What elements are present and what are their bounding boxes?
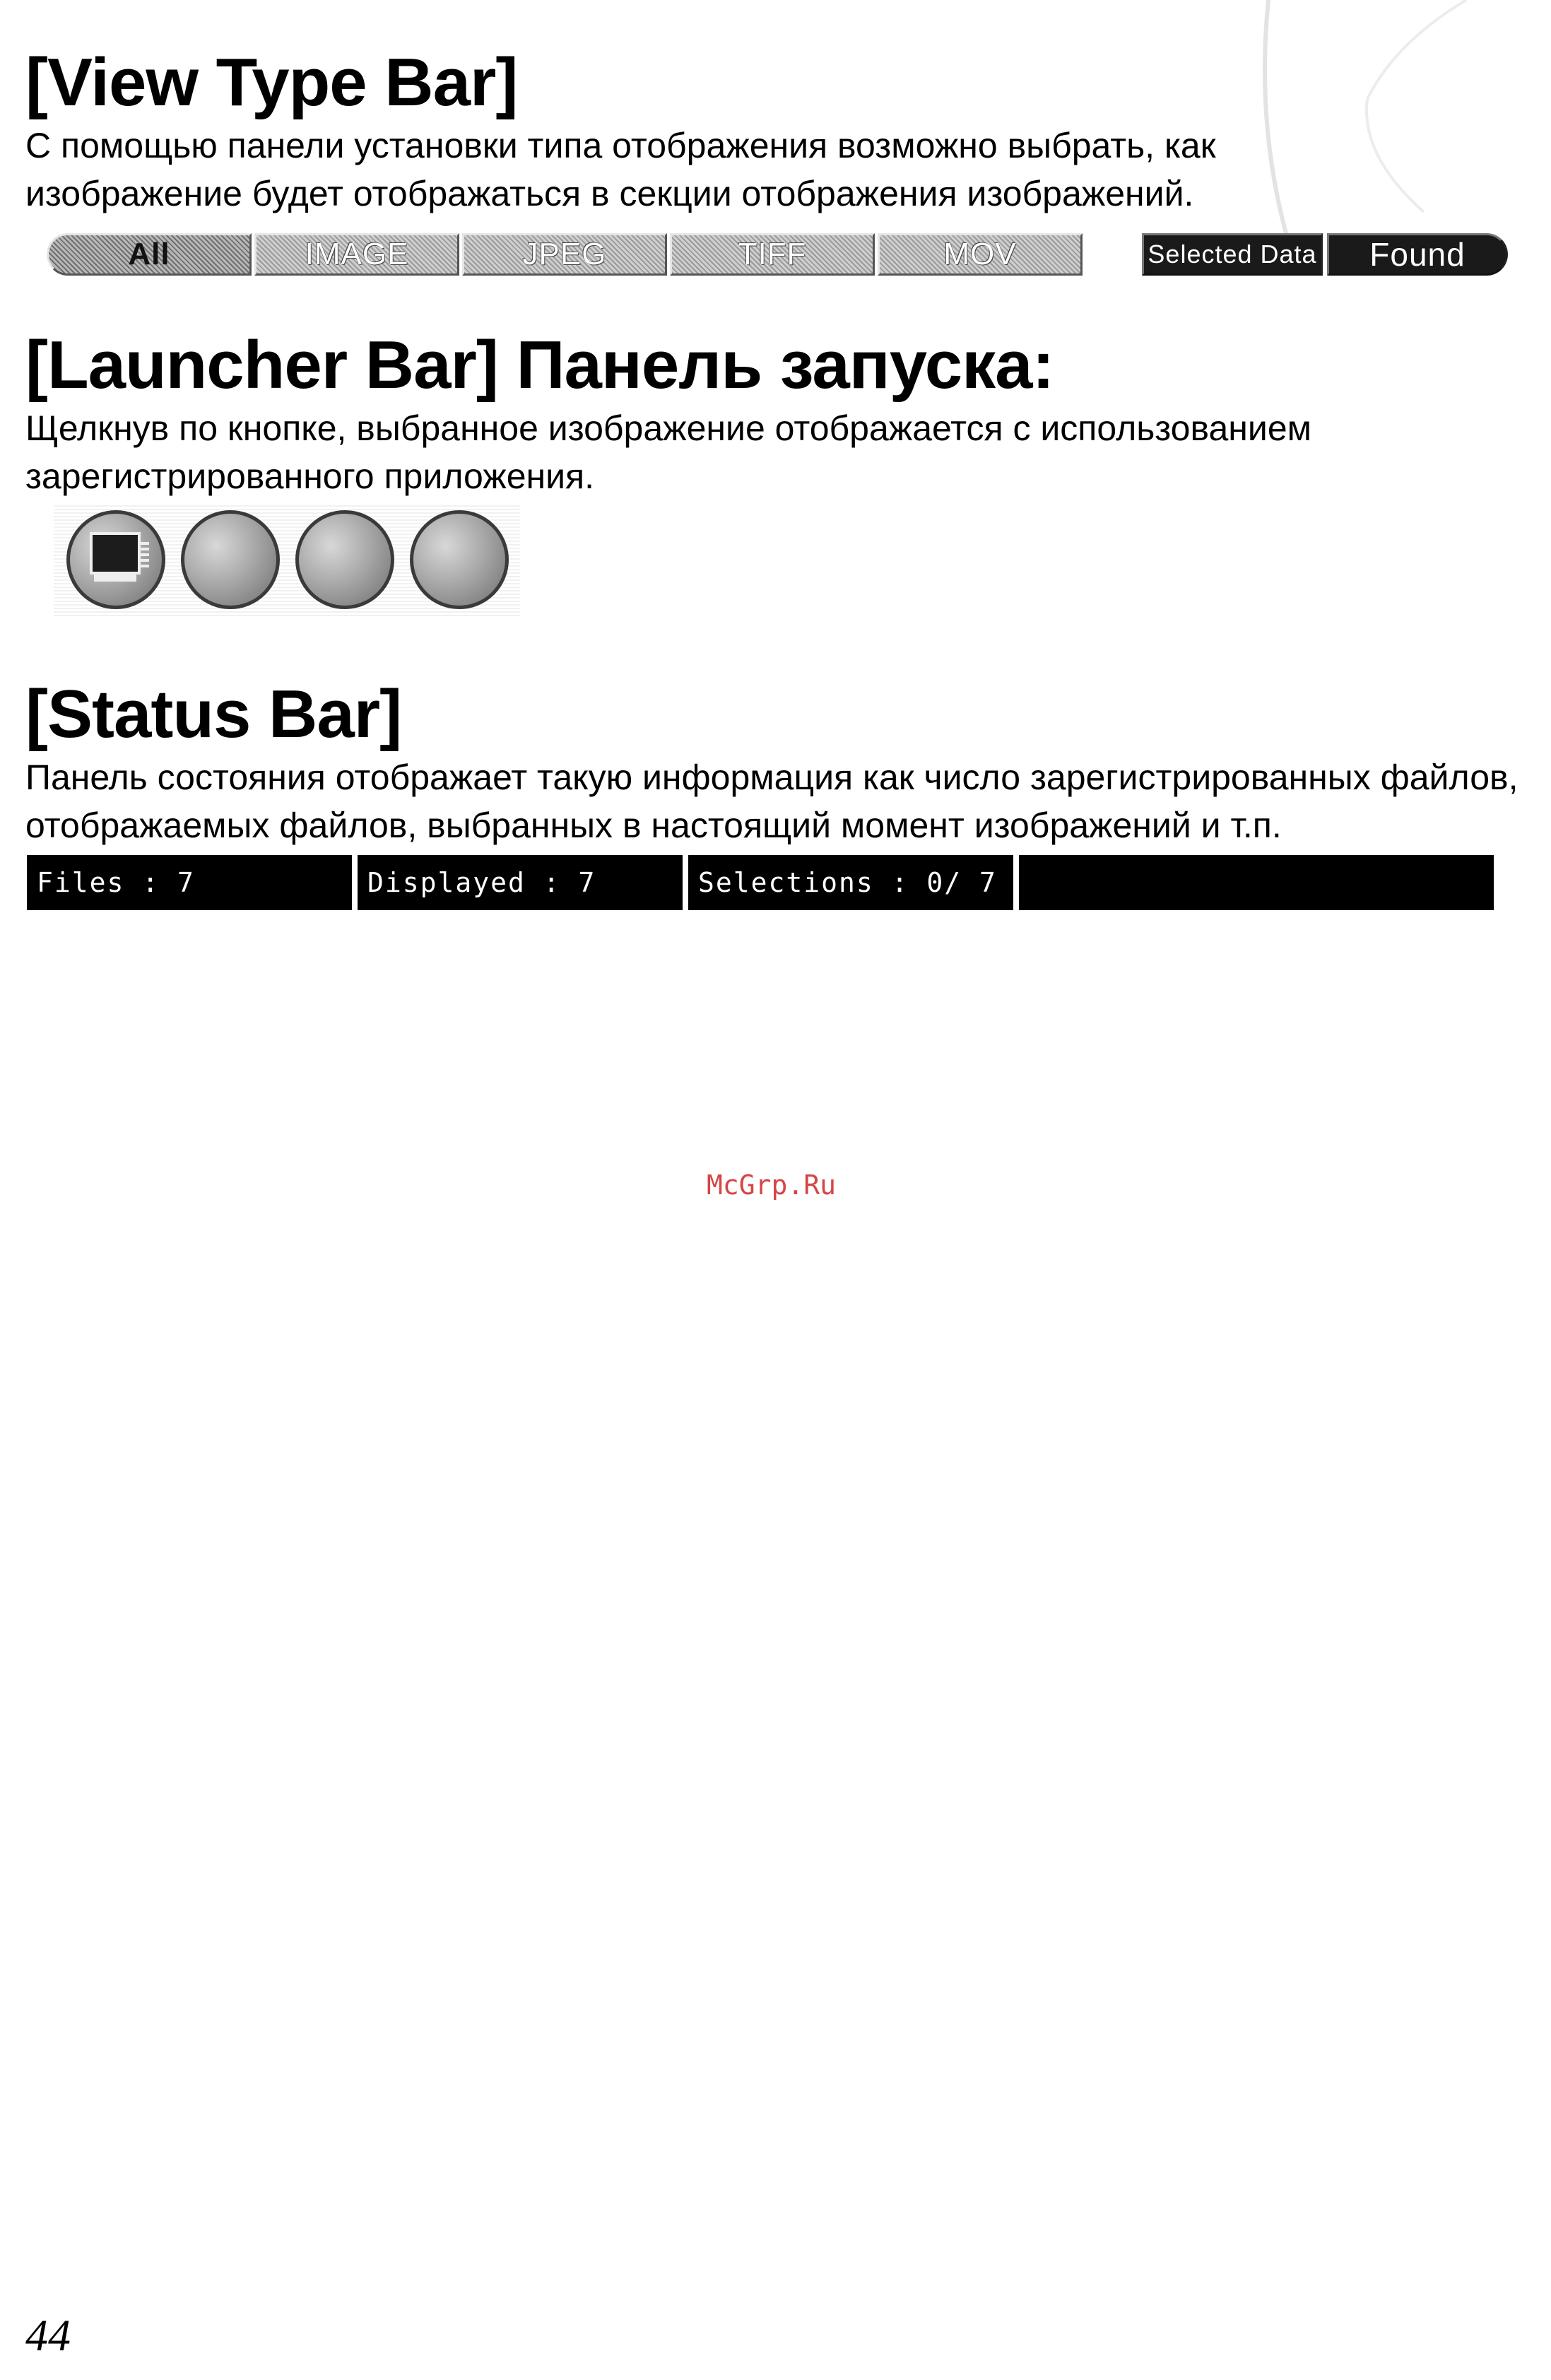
status-files: Files : 7 (27, 855, 352, 910)
page-number: 44 (25, 2310, 71, 2360)
launcher-description: Щелкнув по кнопке, выбранное изображение отображается с использованием зарегистрированного приложения. (25, 408, 1311, 496)
status-heading: [Status Bar] (25, 676, 402, 752)
launcher-app-button-4[interactable] (410, 510, 509, 609)
launcher-heading: [Launcher Bar] Панель запуска: (25, 327, 1054, 403)
status-description: Панель состояния отображает такую информация как число зарегистрированных файлов, отображаемых файлов, выбранных в настоящий момент изображений и т.п. (25, 758, 1518, 845)
view-type-heading: [View Type Bar] (25, 45, 518, 120)
view-type-bar (47, 233, 1509, 276)
view-found-button[interactable]: Found (1327, 233, 1508, 276)
launcher-section (25, 326, 1526, 500)
view-jpeg-button[interactable]: JPEG (462, 233, 667, 276)
view-all-button[interactable]: All (47, 233, 252, 276)
view-image-button[interactable]: IMAGE (254, 233, 459, 276)
view-mov-button[interactable]: MOV (878, 233, 1083, 276)
view-selected-data-button[interactable]: Selected Data (1142, 233, 1323, 276)
view-type-description: С помощью панели установки типа отображения возможно выбрать, как изображение будет отображаться в секции отображения изображений. (25, 126, 1216, 213)
monitor-icon (90, 532, 141, 575)
launcher-app-button-1[interactable] (66, 510, 165, 609)
view-tiff-button[interactable]: TIFF (670, 233, 875, 276)
monitor-stand-icon (94, 573, 136, 582)
status-displayed: Displayed : 7 (358, 855, 683, 910)
launcher-app-button-2[interactable] (181, 510, 280, 609)
status-bar (27, 855, 1494, 910)
status-empty (1019, 855, 1494, 910)
status-section (25, 676, 1526, 849)
watermark: McGrp.Ru (707, 1170, 837, 1201)
status-selections: Selections : 0/ 7 (688, 855, 1013, 910)
monitor-controls-icon (139, 542, 149, 570)
launcher-bar (54, 503, 520, 616)
view-type-section (25, 44, 1526, 218)
launcher-app-button-3[interactable] (295, 510, 394, 609)
